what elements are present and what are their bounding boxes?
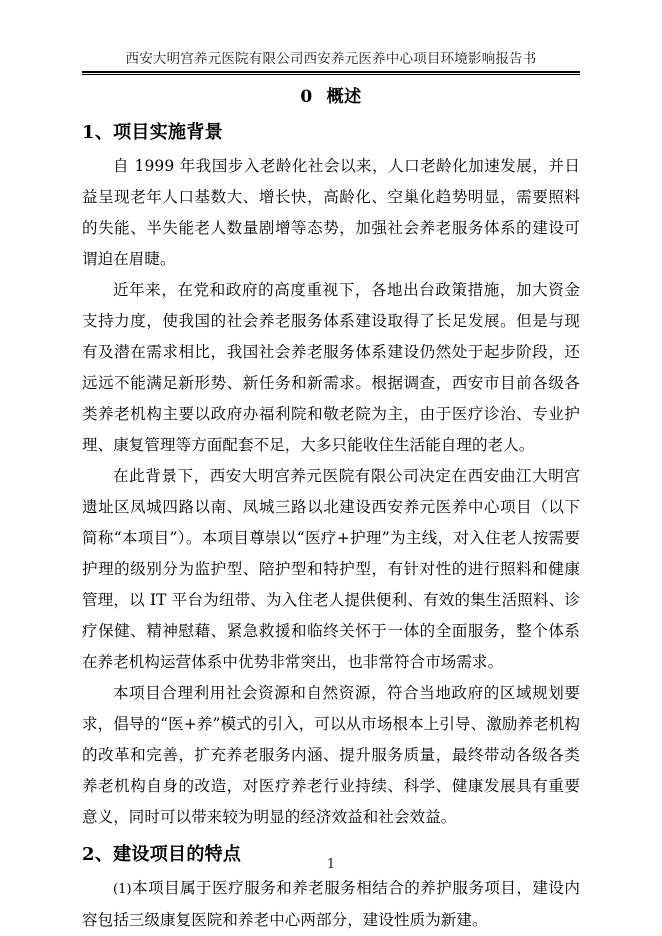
chapter-title (82, 84, 580, 110)
page-header (82, 50, 580, 75)
document-content (82, 84, 580, 936)
section-1-paragraph-3: 在此背景下，西安大明宫养元医院有限公司决定在西安曲江大明宫遗址区凤城四路以南、凤城三路以北建设西安养元医养中心项目（以下简称“本项目”）。本项目尊崇以“医疗+护理”为主线，对入住老人按需要护理的级别分为监护型、陪护型和特护型，有针对性的进行照料和健康管理，以 IT 平台为纽带、为入住老人提供便利、有效的集生活照料、诊疗保健、精神慰藉、紧急救援和临终关怀于一体的全面服务，整个体系在养老机构运营体系中优势非常突出，也非常符合市场需求。 (82, 467, 580, 671)
header-rule-thin (82, 74, 580, 75)
header-title: 西安大明宫养元医院有限公司西安养元医养中心项目环境影响报告书 (125, 51, 537, 67)
section-2-item-1-marker: (1) (113, 882, 132, 897)
chapter-title-text: 概述 (326, 87, 362, 107)
page-footer (0, 856, 662, 874)
section-1-paragraph-4: 本项目合理利用社会资源和自然资源，符合当地政府的区域规划要求，倡导的“医+养”模式的引入，可以从市场根本上引导、激励养老机构的改革和完善，扩充养老服务内涵、提升服务质量，最终带动各级各类养老机构自身的改造，对医疗养老行业持续、科学、健康发展具有重要意义，同时可以带来较为明显的经济效益和社会效益。 (82, 684, 580, 826)
section-2-item-1 (82, 873, 580, 936)
section-1-paragraph-2: 近年来，在党和政府的高度重视下，各地出台政策措施，加大资金支持力度，使我国的社会养老服务体系建设取得了长足发展。但是与现有及潜在需求相比，我国社会养老服务体系建设仍然处于起步阶段，还远远不能满足新形势、新任务和新需求。根据调查，西安市目前各级各类养老机构主要以政府办福利院和敬老院为主，由于医疗诊治、专业护理、康复管理等方面配套不足，大多只能收住生活能自理的老人。 (82, 281, 580, 454)
header-rule-group (82, 71, 580, 75)
chapter-number: 0 (300, 87, 313, 107)
section-heading-2: 2、建设项目的特点 (82, 844, 242, 865)
section-1-paragraph-1: 自 1999 年我国步入老龄化社会以来，人口老龄化加速发展，并日益呈现老年人口基数大、增长快，高龄化、空巢化趋势明显，需要照料的失能、半失能老人数量剧增等态势，加强社会养老服务体系的建设可谓迫在眉睫。 (82, 157, 580, 268)
section-2-item-1-text: 本项目属于医疗服务和养老服务相结合的养护服务项目，建设内容包括三级康复医院和养老中心两部分，建设性质为新建。 (82, 879, 580, 929)
page-number: 1 (326, 857, 336, 872)
section-heading-1: 1、项目实施背景 (82, 122, 223, 143)
